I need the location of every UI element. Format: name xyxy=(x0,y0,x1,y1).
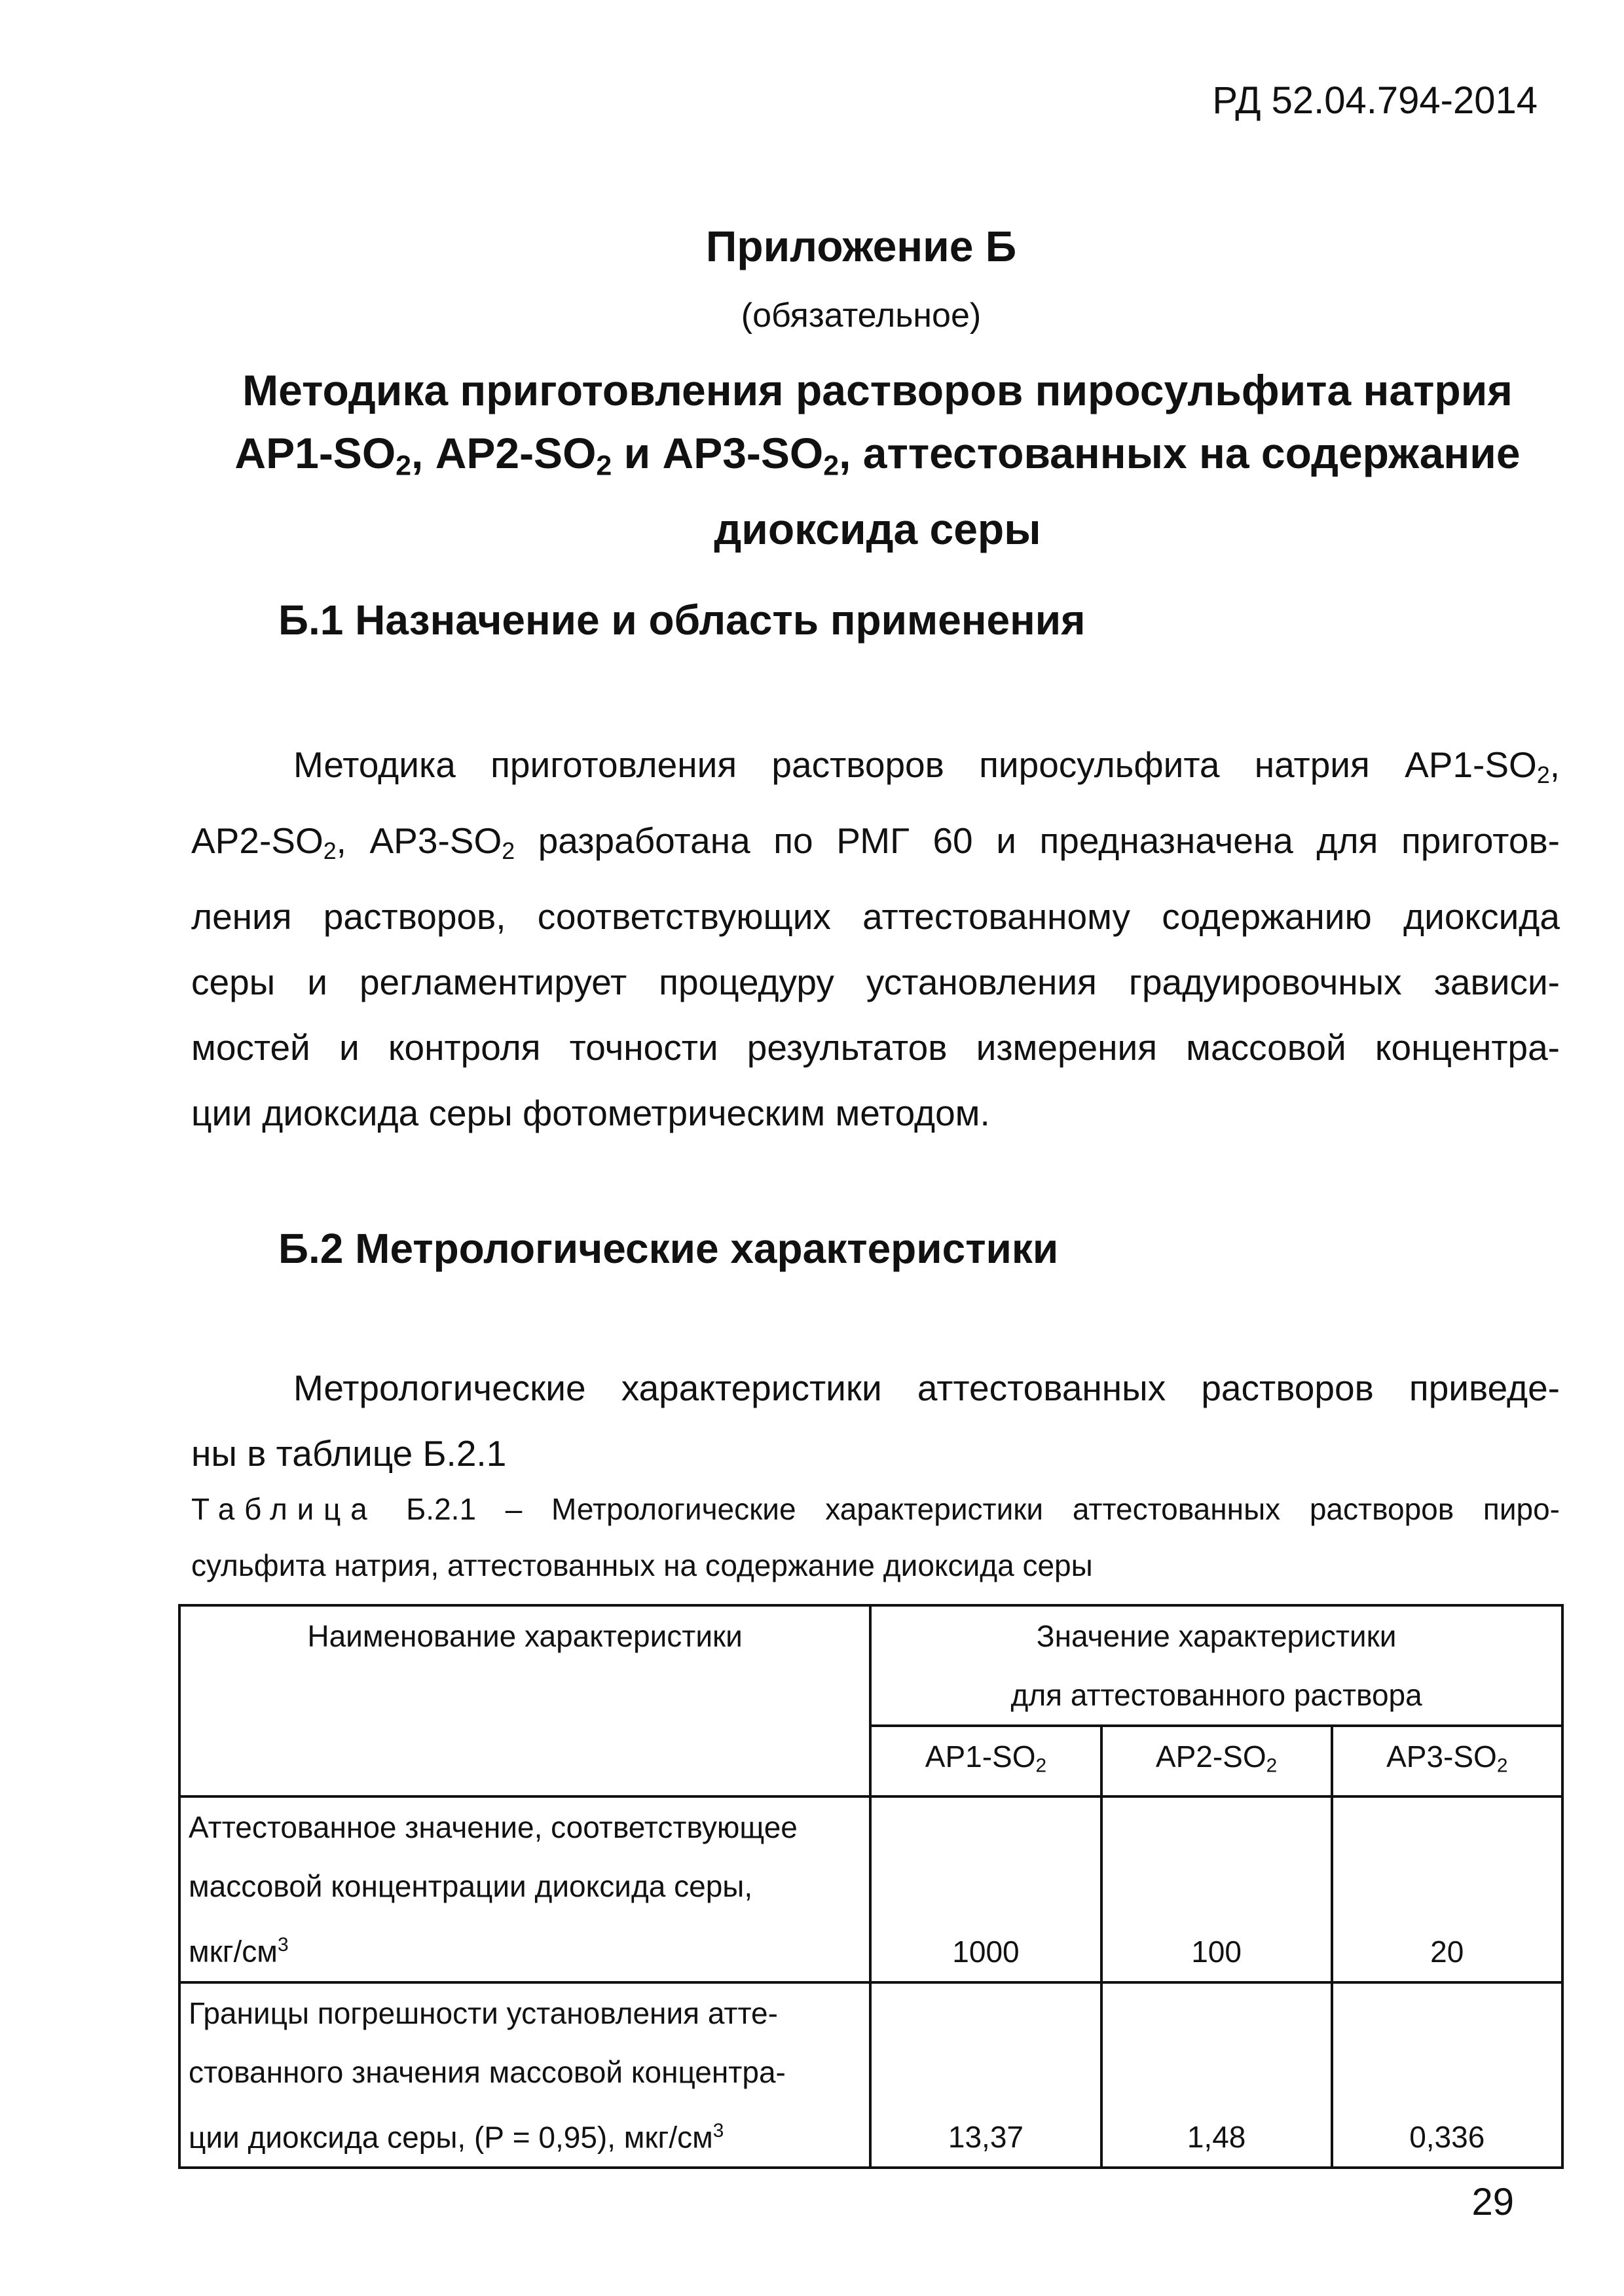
paragraph-line: $АР2-SO_2$, $АР3-SO_2$ разработана по РМГ 60 и предназначена для приготов- xyxy=(191,820,1560,864)
table-cell: 13,37 xyxy=(870,1982,1101,2168)
section-b2-paragraph xyxy=(191,1355,1560,1486)
caption-text: Б.2.1 – Метрологические характеристики аттестованных растворов пиро- xyxy=(377,1492,1560,1526)
column-header-value-line: Значение характеристики xyxy=(1036,1619,1397,1653)
row-label-line: стованного значения массовой концентра- xyxy=(189,2054,786,2089)
column-header-name: Наименование характеристики xyxy=(179,1605,870,1796)
table-row xyxy=(179,1982,1562,2168)
appendix-heading-line: $АР1-SO_2$, $АР2-SO_2$ и $АР3-SO_2$, аттестованных на содержание xyxy=(234,429,1521,482)
table-cell: 1,48 xyxy=(1101,1982,1332,2168)
appendix-title: Приложение Б xyxy=(705,222,1017,270)
column-header-solution: $АР1-SO_2$ xyxy=(870,1726,1101,1796)
row-label-line: мкг/$см^3$ xyxy=(189,1934,289,1969)
column-header-value xyxy=(870,1605,1562,1726)
row-label xyxy=(179,1982,870,2168)
column-header-solution: $АР2-SO_2$ xyxy=(1101,1726,1332,1796)
caption-line: сульфита натрия, аттестованных на содержание диоксида серы xyxy=(191,1548,1093,1582)
table-cell: 100 xyxy=(1101,1796,1332,1982)
table-row xyxy=(179,1796,1562,1982)
row-label-line: массовой концентрации диоксида серы, xyxy=(189,1869,753,1904)
column-header-value-line: для аттестованного раствора xyxy=(1010,1678,1422,1712)
table-header-row xyxy=(179,1605,1562,1726)
row-label-line: Аттестованное значение, соответствующее xyxy=(189,1810,798,1845)
table-caption xyxy=(191,1481,1560,1594)
row-label xyxy=(179,1796,870,1982)
section-heading-b1: Б.1 Назначение и область применения xyxy=(278,596,1086,644)
table-cell: 20 xyxy=(1332,1796,1562,1982)
paragraph-line: мостей и контроля точности результатов измерения массовой концентра- xyxy=(191,1027,1560,1068)
paragraph-line: ны в таблице Б.2.1 xyxy=(191,1433,507,1474)
table-cell: 1000 xyxy=(870,1796,1101,1982)
paragraph-line: ции диоксида серы фотометрическим методом. xyxy=(191,1092,990,1133)
caption-line xyxy=(191,1481,1560,1537)
paragraph-line: ления растворов, соответствующих аттестованному содержанию диоксида xyxy=(191,896,1560,937)
column-header-solution: $АР3-SO_2$ xyxy=(1332,1726,1562,1796)
paragraph-line: Методика приготовления растворов пиросульфита натрия $АР1-SO_2$, xyxy=(293,744,1560,788)
row-label-line: ции диоксида серы, (Р = 0,95), мкг/$см^3$ xyxy=(189,2119,724,2155)
page-number: 29 xyxy=(1471,2181,1514,2223)
section-b1-paragraph xyxy=(191,732,1560,1146)
row-label-line: Границы погрешности установления атте- xyxy=(189,1995,778,2030)
appendix-heading-line: диоксида серы xyxy=(714,504,1041,553)
document-code: РД 52.04.794-2014 xyxy=(1212,79,1538,122)
appendix-status: (обязательное) xyxy=(741,297,982,335)
metrology-table xyxy=(178,1604,1564,2169)
appendix-heading-line: Методика приготовления растворов пиросульфита натрия xyxy=(242,366,1513,414)
table-cell: 0,336 xyxy=(1332,1982,1562,2168)
paragraph-line: Метрологические характеристики аттестованных растворов приведе- xyxy=(293,1368,1560,1408)
caption-prefix: Таблица xyxy=(191,1492,377,1526)
paragraph-line: серы и регламентирует процедуру установления градуировочных зависи- xyxy=(191,961,1560,1002)
section-heading-b2: Б.2 Метрологические характеристики xyxy=(278,1225,1059,1272)
appendix-heading xyxy=(196,359,1559,560)
